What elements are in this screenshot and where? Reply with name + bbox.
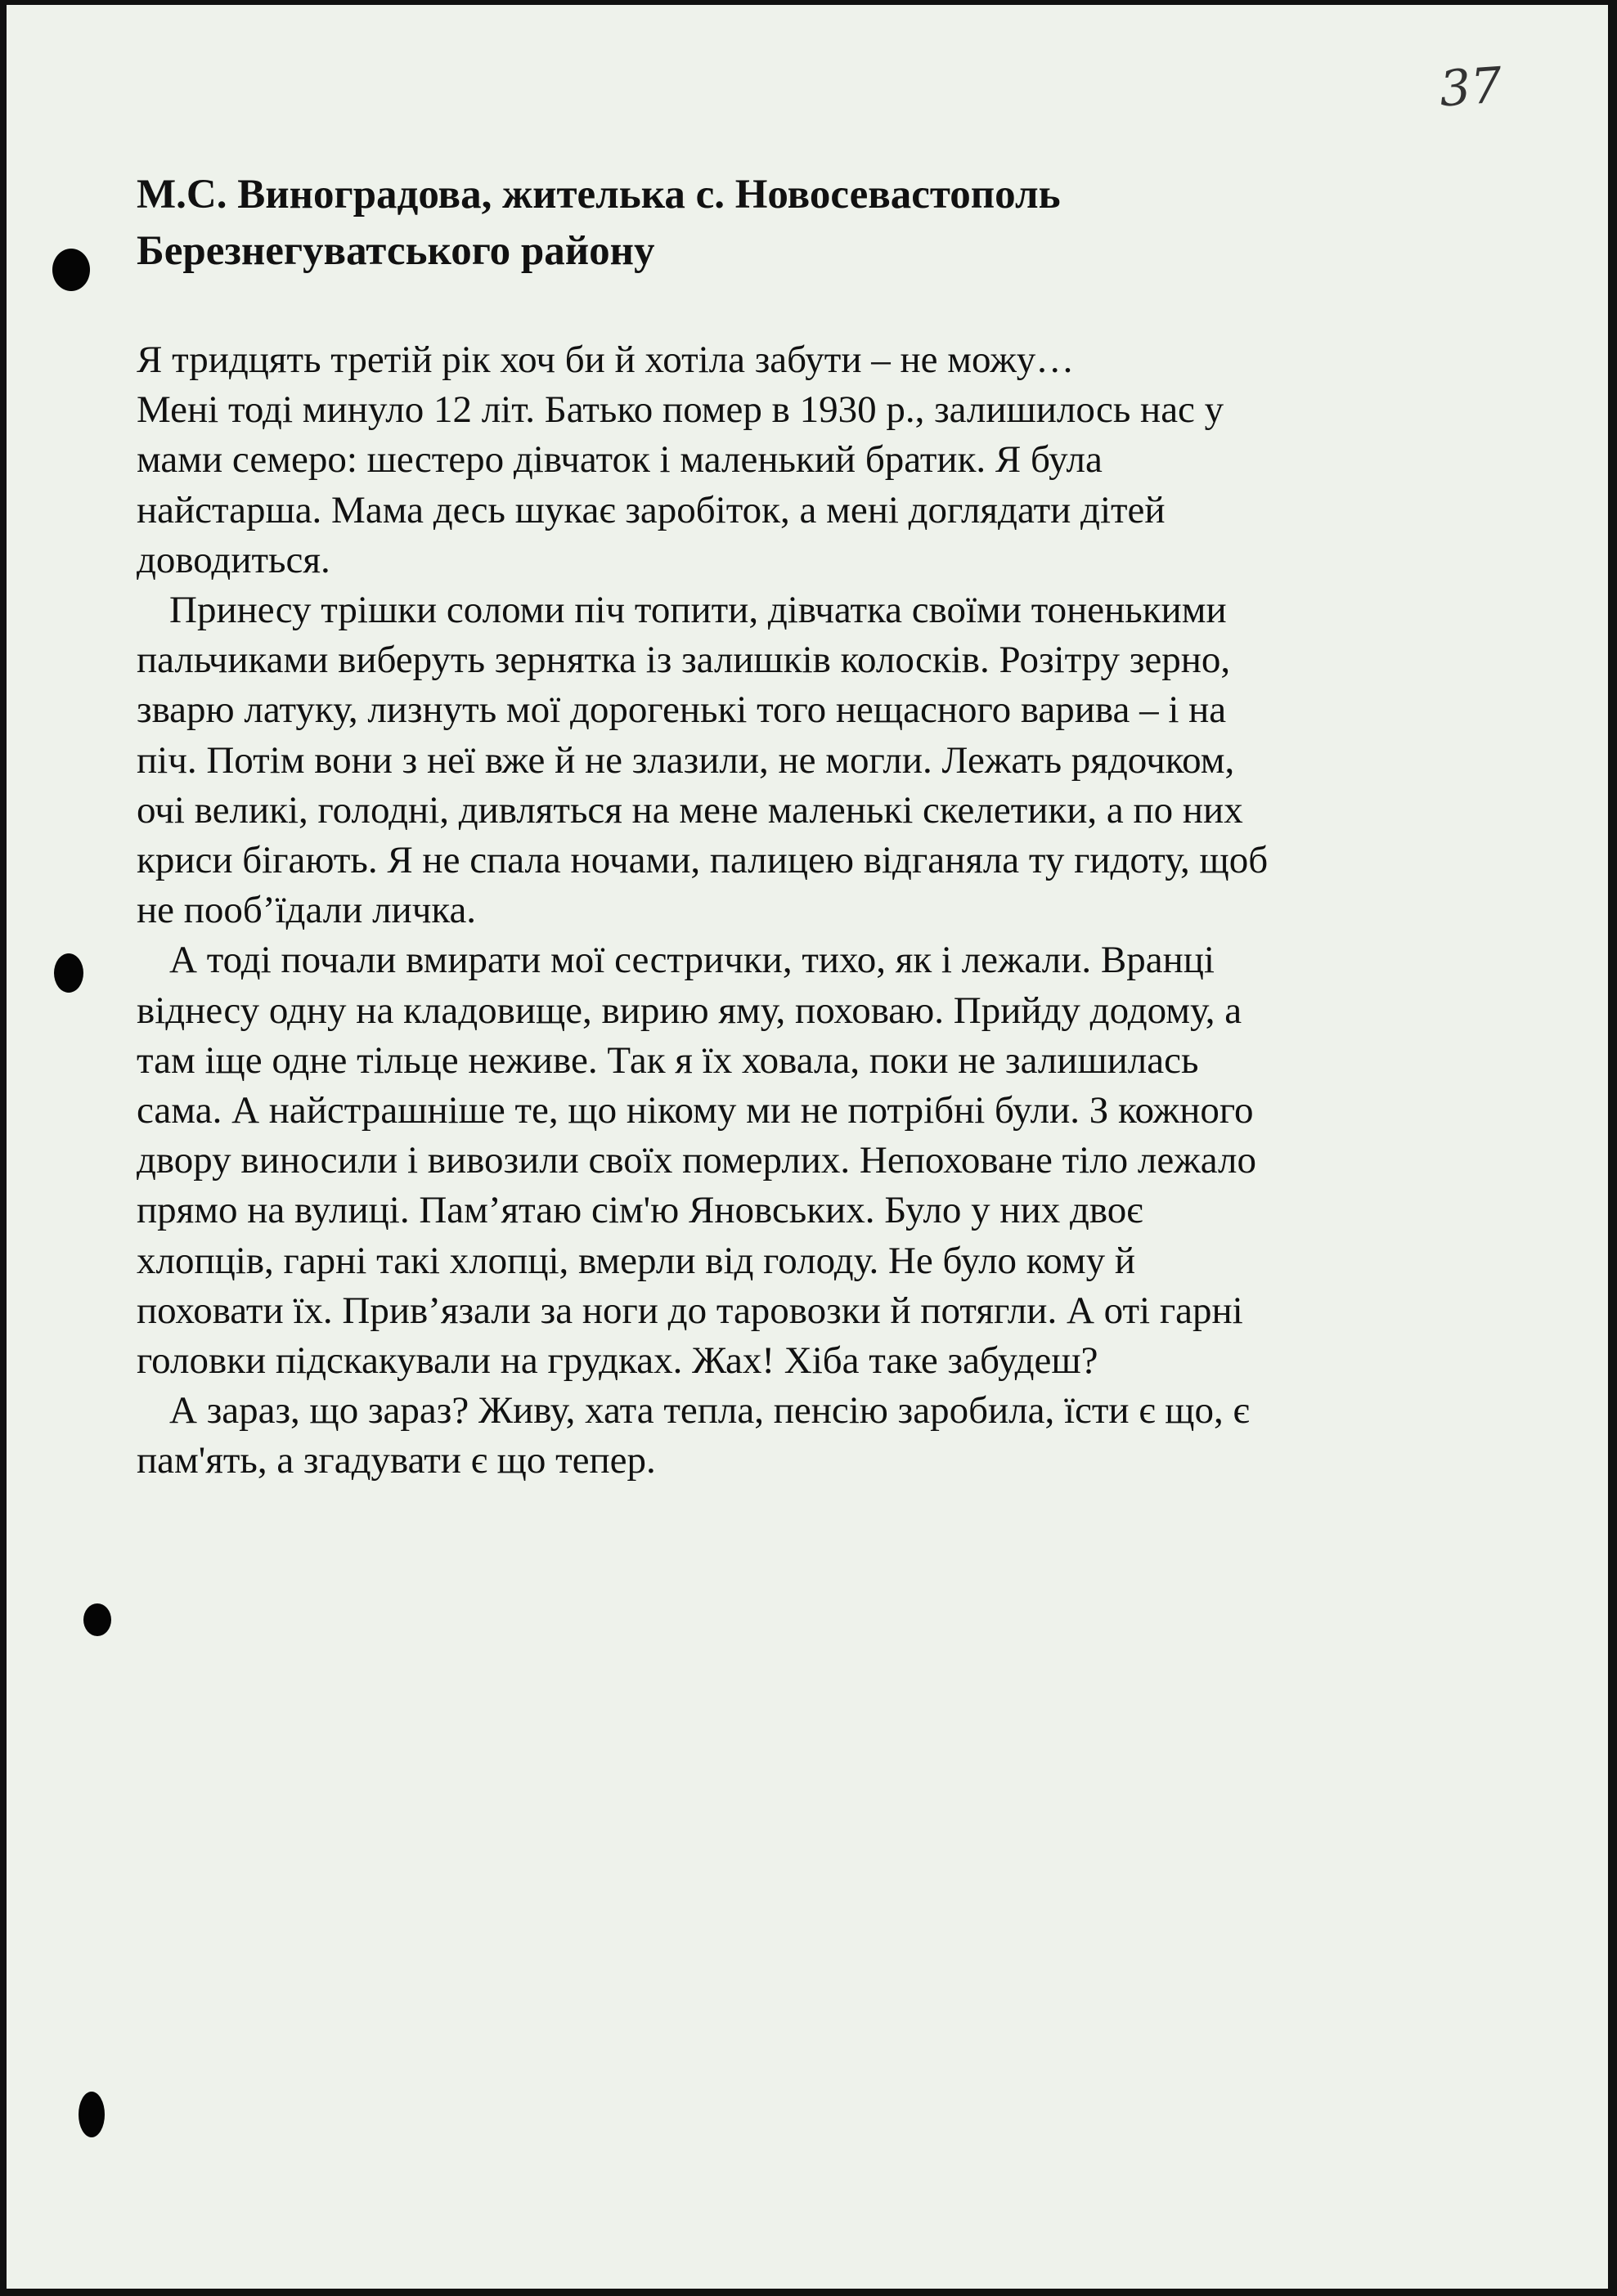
paragraph-line: зварю латуку, лизнуть мої дорогенькі того нещасного варива – і на (137, 688, 1227, 732)
document-page (7, 5, 1608, 2289)
paragraph-line: А тоді почали вмирати мої сестрички, тихо, як і лежали. Вранці (169, 939, 1215, 982)
paragraph-line: головки підскакували на грудках. Жах! Хіба таке забудеш? (137, 1339, 1098, 1383)
paragraph-line: найстарша. Мама десь шукає заробіток, а мені доглядати дітей (137, 488, 1166, 531)
paragraph-line: очі великі, голодні, дивляться на мене маленькі скелетики, а по них (137, 788, 1243, 832)
punch-hole (52, 249, 90, 291)
paragraph-line: мами семеро: шестеро дівчаток і маленький братик. Я була (137, 438, 1103, 482)
title-line: М.С. Виноградова, жителька с. Новосевастополь (137, 172, 1061, 217)
punch-hole (79, 2092, 105, 2137)
paragraph-line: там іще одне тільце неживе. Так я їх ховала, поки не залишилась (137, 1038, 1199, 1082)
handwritten-page-number: 37 (1437, 56, 1504, 119)
paragraph-line: пам'ять, а згадувати є що тепер. (137, 1439, 656, 1482)
paragraph-line: криси бігають. Я не спала ночами, палицею відганяла ту гидоту, щоб (137, 839, 1269, 882)
paragraph-line: віднесу одну на кладовище, вирию яму, поховаю. Прийду додому, а (137, 989, 1242, 1032)
paragraph-line: Мені тоді минуло 12 літ. Батько помер в 1930 р., залишилось нас у (137, 388, 1224, 432)
paragraph-line: А зараз, що зараз? Живу, хата тепла, пенсію заробила, їсти є що, є (169, 1389, 1250, 1433)
paragraph-line: поховати їх. Прив’язали за ноги до таровозки й потягли. А оті гарні (137, 1289, 1243, 1332)
paragraph-line: пальчиками виберуть зернятка із залишків колосків. Розітру зерно, (137, 639, 1231, 682)
paragraph-line: Принесу трішки соломи піч топити, дівчатка своїми тоненькими (169, 589, 1227, 632)
paragraph-line: Я тридцять третій рік хоч би й хотіла забути – не можу… (137, 339, 1075, 381)
paragraph-line: прямо на вулиці. Пам’ятаю сім'ю Яновських. Було у них двоє (137, 1189, 1143, 1232)
title-line: Березнегуватського району (137, 228, 655, 274)
punch-hole (83, 1603, 111, 1636)
document-body (137, 335, 1268, 1487)
paragraph-line: піч. Потім вони з неї вже й не злазили, не могли. Лежать рядочком, (137, 738, 1235, 782)
document-title (137, 167, 1061, 280)
paragraph-line: двору виносили і вивозили своїх померлих. Непоховане тіло лежало (137, 1139, 1256, 1182)
paragraph-line: не пооб’їдали личка. (137, 889, 477, 932)
paragraph-line: хлопців, гарні такі хлопці, вмерли від голоду. Не було кому й (137, 1239, 1135, 1282)
paragraph-line: сама. А найстрашніше те, що нікому ми не потрібні були. З кожного (137, 1089, 1254, 1132)
paragraph-line: доводиться. (137, 538, 330, 581)
punch-hole (54, 953, 83, 993)
